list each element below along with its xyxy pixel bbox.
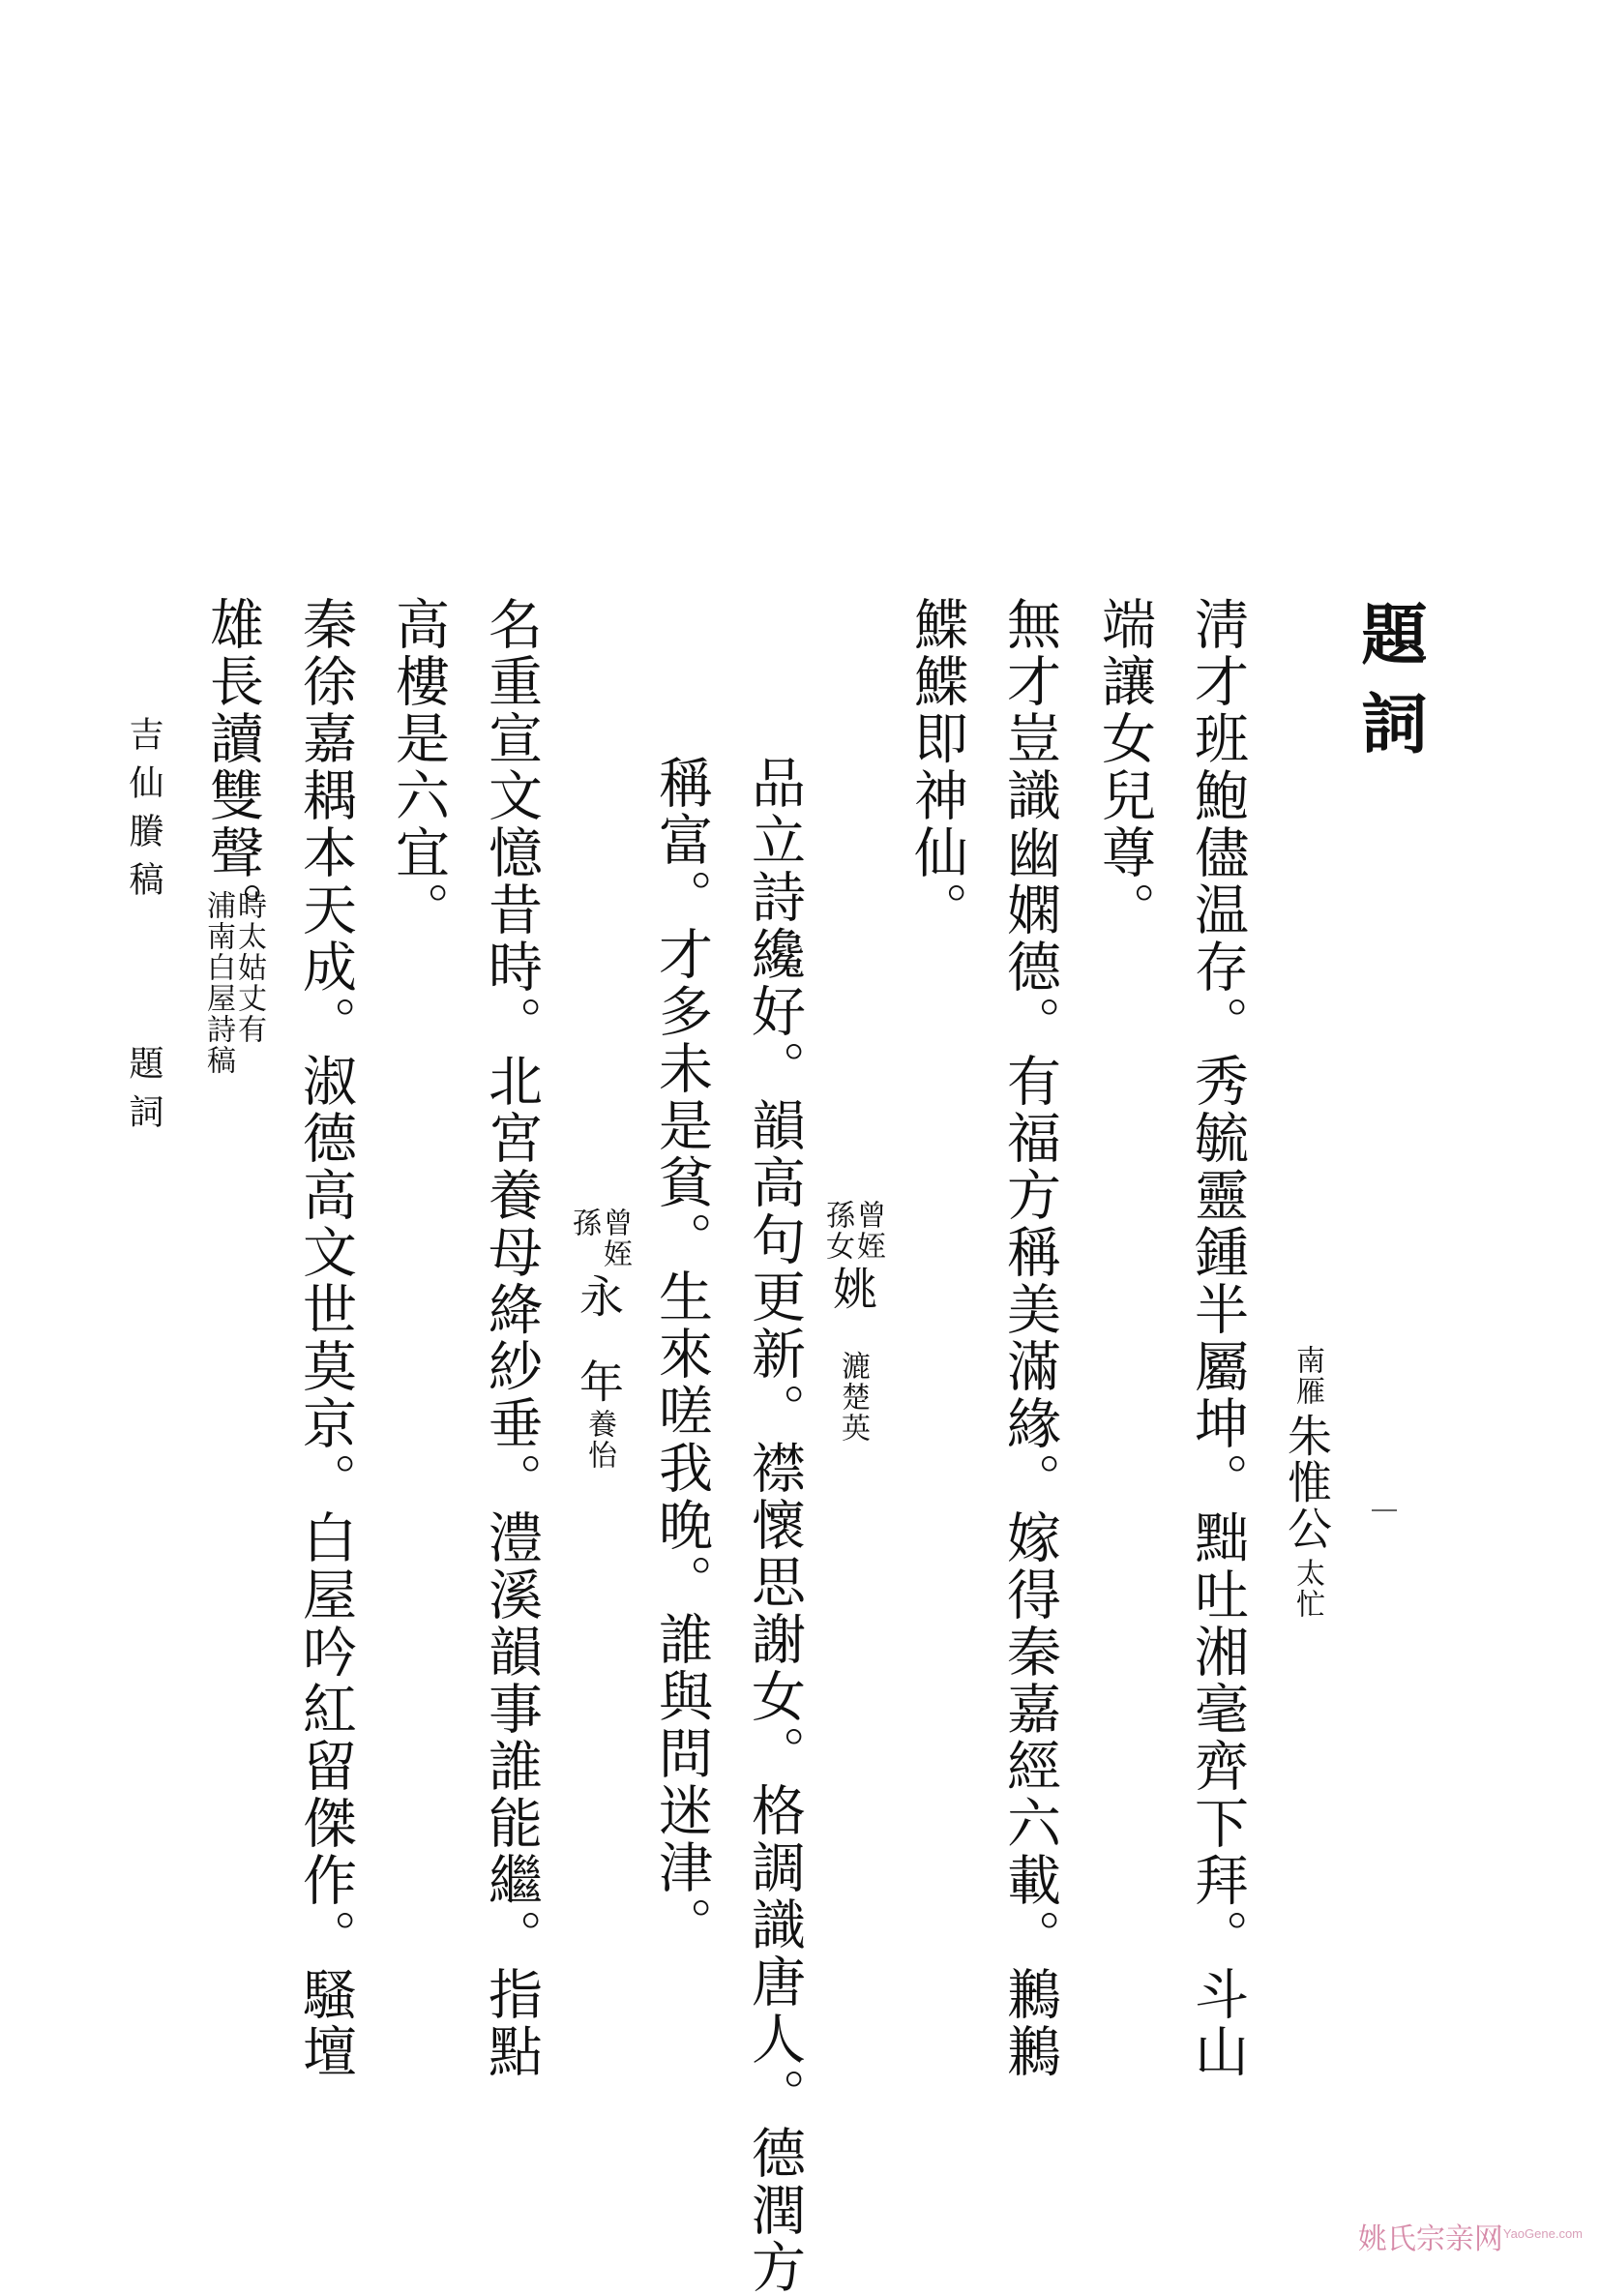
book-title: 吉仙賸稿 xyxy=(124,716,163,909)
author-given: 養怡 xyxy=(582,1409,616,1471)
author-name: 永 xyxy=(573,1273,625,1320)
poem-line: 品立詩纔好。韻高句更新。襟懷思謝女。格調識唐人。德潤方 xyxy=(743,755,806,2296)
watermark-logo xyxy=(1358,2215,1583,2257)
author-given: 年 xyxy=(573,1358,625,1405)
relation-line: 孫女 xyxy=(820,1200,854,1262)
page-title: 題詞 xyxy=(1350,600,1428,778)
poem-line: 無才豈識幽嫻德。有福方稱美滿緣。嫁得秦嘉經六載。鶼鶼 xyxy=(998,596,1061,2080)
relation-line: 孫 xyxy=(567,1208,601,1238)
watermark-url: YaoGene.com xyxy=(1502,2226,1583,2241)
author-attribution-yao xyxy=(820,1200,885,1444)
poem-line: 秦徐嘉耦本天成。淑德高文世莫京。白屋吟紅留傑作。騷壇 xyxy=(294,596,357,2080)
watermark-text: 姚氏宗亲网 xyxy=(1357,2223,1503,2255)
author-place: 南雁 xyxy=(1290,1345,1324,1407)
author-relation xyxy=(567,1208,632,1269)
poem-line: 雄長讀雙聲。 xyxy=(201,596,264,939)
relation-line: 曾姪 xyxy=(851,1200,885,1262)
author-name: 姚 xyxy=(826,1266,878,1312)
section-label: 題詞 xyxy=(124,1045,163,1142)
stray-mark xyxy=(1372,1509,1397,1511)
author-relation xyxy=(820,1200,885,1262)
poem-line: 名重宣文憶昔時。北宮養母絳紗垂。澧溪韻事誰能繼。指點 xyxy=(480,596,543,2080)
poem-line: 稱富。才多未是貧。生來嗟我晚。誰與問迷津。 xyxy=(650,755,713,1953)
relation-line: 曾姪 xyxy=(598,1208,632,1269)
poem-line: 端讓女兒尊。 xyxy=(1093,596,1156,939)
interlinear-note xyxy=(201,890,266,1076)
author-name: 朱惟公 xyxy=(1281,1413,1333,1552)
poem-line: 高樓是六宜。 xyxy=(387,596,450,939)
note-line: 浦南白屋詩稿 xyxy=(201,890,235,1076)
author-attribution-zhu xyxy=(1281,1345,1333,1620)
note-line: 時太姑丈有 xyxy=(232,890,266,1045)
poem-line: 鰈鰈即神仙。 xyxy=(905,596,968,939)
author-style: 太忙 xyxy=(1290,1558,1324,1620)
author-given: 漉楚英 xyxy=(836,1351,870,1444)
poem-line: 淸才班鮑儘温存。秀毓靈鍾半屬坤。黜吐湘毫齊下拜。斗山 xyxy=(1186,596,1249,2080)
author-attribution-yong xyxy=(567,1208,632,1471)
